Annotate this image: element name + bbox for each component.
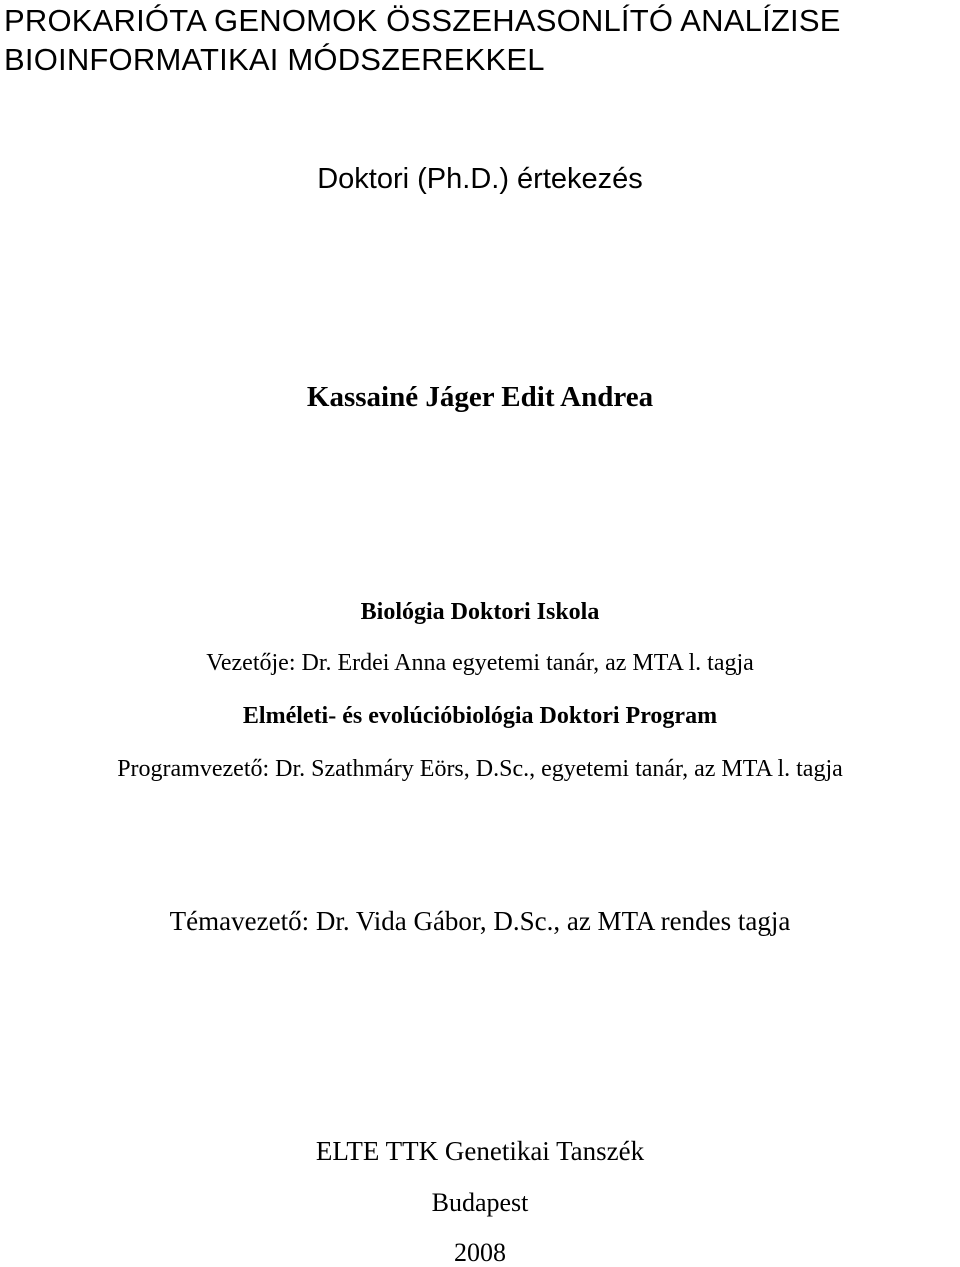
- degree-type: Doktori (Ph.D.) értekezés: [317, 163, 643, 195]
- city: Budapest: [431, 1188, 529, 1217]
- doctoral-school-head: Vezetője: Dr. Erdei Anna egyetemi tanár, az MTA l. tagja: [206, 650, 754, 676]
- thesis-title-line-1: PROKARIÓTA GENOMOK ÖSSZEHASONLÍTÓ ANALÍZISE: [4, 3, 841, 38]
- doctoral-program-head: Programvezető: Dr. Szathmáry Eörs, D.Sc., egyetemi tanár, az MTA l. tagja: [117, 756, 843, 782]
- doctoral-program-name: Elméleti- és evolúcióbiológia Doktori Program: [242, 703, 718, 729]
- thesis-title-line-2: BIOINFORMATIKAI MÓDSZEREKKEL: [4, 42, 545, 77]
- supervisor: Témavezető: Dr. Vida Gábor, D.Sc., az MTA rendes tagja: [169, 906, 791, 936]
- doctoral-school-name: Biológia Doktori Iskola: [360, 599, 600, 625]
- institution: ELTE TTK Genetikai Tanszék: [315, 1136, 645, 1166]
- author-name: Kassainé Jáger Edit Andrea: [306, 381, 654, 413]
- year: 2008: [454, 1238, 506, 1267]
